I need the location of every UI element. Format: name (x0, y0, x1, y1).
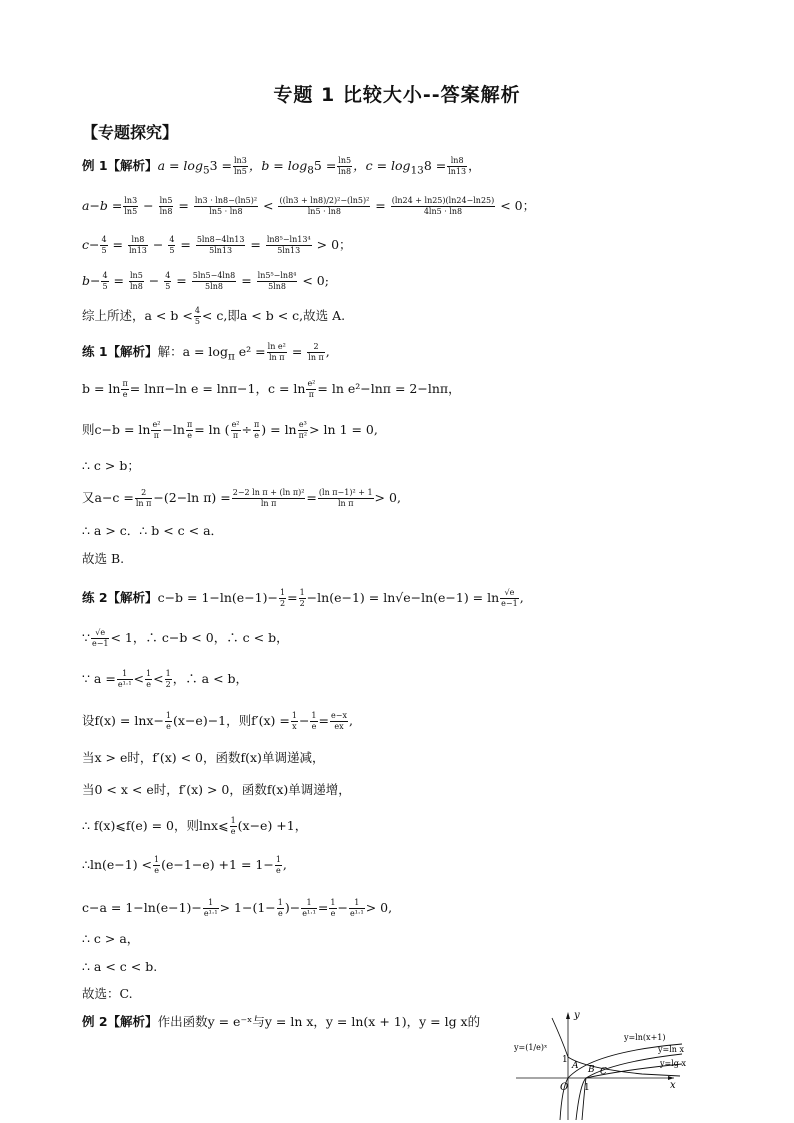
pr2-line-7: ∴ f(x)⩽f(e) = 0，则lnx⩽ $\frac{1}{e}$ (x−e) +1， (82, 816, 308, 836)
fraction: $\frac{\text{((ln3 + ln8)/2)²−(ln5)²}}{\ln 5 \cdot \ln 8}$ (279, 196, 370, 216)
fraction: $\frac{1}{2}$ (165, 669, 171, 689)
pr2-line-1: 练 2【解析】c−b = 1−ln(e−1)− $\frac{1}{2}$ = $\frac{1}{2}$ −ln(e−1) = ln√e−ln(e−1) = ln $\frac{√e}{e-1}$ , (82, 588, 524, 608)
pr2-line-8: ∴ln(e−1) < $\frac{1}{e}$ (e−1−e) +1 = 1− $\frac{1}{e}$ , (82, 855, 287, 875)
x-axis-label: x (670, 1080, 676, 1091)
fraction: $\frac{1}{e}$ (146, 669, 152, 689)
fraction: $\frac{1}{2}$ (280, 588, 286, 608)
fraction: $\frac{\text{e³}}{\text{π²}}$ (298, 420, 308, 440)
fraction: $\frac{\ln 5}{\ln 8}$ (338, 156, 352, 176)
label-ln-x-plus-1: y=ln(x+1) (624, 1033, 666, 1042)
fraction: $\frac{(\ln 24 + \ln 25)(\ln 24-\ln 25)}{4\ln 5 \cdot \ln 8}$ (391, 196, 495, 216)
fraction: $\frac{\text{ln5⁵−ln8⁴}}{5\ln 8}$ (257, 271, 297, 291)
ex1-line-3: c− $\frac{4}{5}$ = $\frac{\ln 8}{\ln 13}$ − $\frac{4}{5}$ = $\frac{5\ln 8-4\ln 13}{5\ln 13}$ = $\frac{\text{ln8⁵−ln13⁴}}{5\ln 13}$ > 0； (82, 235, 352, 255)
fraction: $\frac{\ln 5}{\ln 8}$ (130, 271, 143, 291)
pr2-line-5: 当x > e时，f′(x) < 0，函数f(x)单调递减， (82, 750, 325, 765)
fraction: $\frac{5\ln 5-4\ln 8}{5\ln 8}$ (192, 271, 236, 291)
y-one-label: 1 (562, 1055, 568, 1065)
fraction: $\frac{1}{e}$ (330, 898, 336, 918)
fraction: $\frac{1}{e}$ (277, 898, 283, 918)
pr1-label: 练 1【解析】 (82, 344, 158, 359)
pr2-line-10: ∴ c > a， (82, 931, 140, 946)
page-title: 专题 1 比较大小--答案解析 (273, 84, 521, 106)
fraction: $\frac{\text{ln3 · ln8−(ln5)²}}{\ln 5 \cdot \ln 8}$ (194, 196, 258, 216)
ex1-line-2: a−b = $\frac{\ln 3}{\ln 5}$ − $\frac{\ln 5}{\ln 8}$ = $\frac{\text{ln3 · ln8−(ln5)²}}{\ln 5 \cdot \ln 8}$ < $\frac{\text{((ln3 + ln8)/2)²−(ln5)²}}{\ln 5 \cdot \ln 8}$ = $\frac{(\ln 24 + \ln 25)(\ln 24-\ln 25)}{4\ln 5 \cdot \ln 8}$ < 0； (82, 196, 536, 216)
ex1-conclusion: 综上所述，a < b < $\frac{4}{5}$ < c,即a < b < c,故选 A. (82, 306, 346, 326)
fraction: $\frac{√e}{e-1}$ (501, 588, 518, 608)
pr1-line-6: ∴ a > c．∴ b < c < a． (82, 523, 224, 538)
ex1-label: 例 1【解析】 (82, 158, 158, 173)
pr1-line-4: ∴ c > b； (82, 458, 140, 473)
pr1-line-1: 练 1【解析】解：$a = \log_\pi e^2$ = $\frac{\text{ln e²}}{\text{ln π}}$ = $\frac{2}{\text{ln π}}$ , (82, 342, 330, 363)
pr2-line-12: 故选：C. (82, 986, 133, 1001)
label-exp: y=(1/e)ˣ (514, 1043, 548, 1052)
point-c-label: C (600, 1067, 607, 1077)
fraction: $\frac{e-x}{ex}$ (331, 711, 347, 731)
pr1-line-2: b = ln $\frac{\pi}{e}$ = lnπ−ln e = lnπ−1，c = ln $\frac{\text{e²}}{\pi}$ = ln e²−lnπ = 2−lnπ， (82, 379, 461, 399)
ex1-line-1: 例 1【解析】$a = \log_53$ = $\frac{\ln 3}{\ln 5}$ ，$b = \log_85$ = $\frac{\ln 5}{\ln 8}$ ，$c = \log_{13}8$ = $\frac{\ln 8}{\ln 13}$ ， (82, 156, 481, 177)
pr2-line-4: 设f(x) = lnx− $\frac{1}{e}$ (x−e)−1，则f′(x) = $\frac{1}{x}$ − $\frac{1}{e}$ = $\frac{e-x}{ex}$ , (82, 711, 353, 731)
pr1-line-5: 又a−c = $\frac{2}{\text{ln π}}$ −(2−ln π) = $\frac{\text{2−2 ln π + (ln π)²}}{\text{ln π}}$ = $\frac{\text{(ln π−1)² + 1}}{\text{ln π}}$ > 0, (82, 488, 401, 508)
fraction: $\frac{2}{\text{ln π}}$ (308, 342, 324, 362)
fraction: $\frac{\pi}{e}$ (186, 420, 193, 440)
pr2-line-2: ∵ $\frac{√e}{e-1}$ < 1，∴ c−b < 0，∴ c < b， (82, 628, 289, 648)
fraction: $\frac{1}{e}$ (165, 711, 172, 731)
fraction: $\frac{\text{e²}}{\pi}$ (307, 379, 316, 399)
fraction: $\frac{\pi}{e}$ (122, 379, 128, 399)
fraction: $\frac{\text{ln8⁵−ln13⁴}}{5\ln 13}$ (266, 235, 311, 255)
ex1-line-4: b− $\frac{4}{5}$ = $\frac{\ln 5}{\ln 8}$ − $\frac{4}{5}$ = $\frac{5\ln 5-4\ln 8}{5\ln 8}$ = $\frac{\text{ln5⁵−ln8⁴}}{5\ln 8}$ < 0; (82, 271, 329, 291)
x-one-label: 1 (584, 1083, 590, 1093)
y-axis-arrow (566, 1012, 570, 1019)
point-b-label: B (588, 1065, 595, 1075)
fraction: $\frac{1}{\text{e¹·¹}}$ (349, 898, 364, 918)
fraction: $\frac{4}{5}$ (169, 235, 175, 255)
y-axis-label: y (574, 1010, 580, 1021)
label-lg-x: y=lg x (660, 1059, 686, 1068)
fraction: $\frac{4}{5}$ (165, 271, 171, 291)
fraction: $\frac{4}{5}$ (194, 306, 200, 326)
fraction: $\frac{\ln 3}{\ln 5}$ (234, 156, 247, 176)
label-ln-x: y=ln x (658, 1045, 684, 1054)
fraction: $\frac{1}{e}$ (154, 855, 160, 875)
curve-ln-x-plus-1 (560, 1044, 682, 1120)
fraction: $\frac{1}{2}$ (299, 588, 305, 608)
fraction: $\frac{\ln 5}{\ln 8}$ (159, 196, 173, 216)
fraction: $\frac{1}{\text{e¹·¹}}$ (203, 898, 218, 918)
point-a-label: A (572, 1061, 579, 1071)
pr2-line-6: 当0 < x < e时，f′(x) > 0，函数f(x)单调递增， (82, 782, 351, 797)
pr1-line-3: 则c−b = ln $\frac{\text{e²}}{\pi}$ −ln $\frac{\pi}{e}$ = ln ( $\frac{\text{e²}}{\pi}$ ÷ $\frac{\pi}{e}$ ) = ln $\frac{\text{e³}}{\text{π²}}$ > ln 1 = 0, (82, 420, 378, 440)
pr2-line-9: c−a = 1−ln(e−1)− $\frac{1}{\text{e¹·¹}}$ > 1−(1− $\frac{1}{e}$ )− $\frac{1}{\text{e¹·¹}}$ = $\frac{1}{e}$ − $\frac{1}{\text{e¹·¹}}$ > 0, (82, 898, 393, 918)
function-graph (512, 1010, 702, 1122)
ex2-line-1: 例 2【解析】作出函数y = e⁻ˣ与y = ln x，y = ln(x + 1)，y = lg x的 (82, 1014, 481, 1029)
fraction: $\frac{\ln 8}{\ln 13}$ (129, 235, 147, 255)
pr2-label: 练 2【解析】 (82, 590, 158, 605)
fraction: $\frac{√e}{e-1}$ (91, 628, 109, 648)
fraction: $\frac{\text{(ln π−1)² + 1}}{\text{ln π}}$ (318, 488, 373, 508)
pr1-line-7: 故选 B. (82, 551, 125, 566)
fraction: $\frac{4}{5}$ (101, 235, 107, 255)
pr2-line-3: ∵ a = $\frac{1}{\text{e¹·¹}}$ < $\frac{1}{e}$ < $\frac{1}{2}$ ，∴ a < b， (82, 669, 249, 689)
fraction: $\frac{5\ln 8-4\ln 13}{5\ln 13}$ (196, 235, 245, 255)
fraction: $\frac{1}{e}$ (275, 855, 281, 875)
fraction: $\frac{4}{5}$ (102, 271, 108, 291)
ex2-label: 例 2【解析】 (82, 1014, 158, 1029)
fraction: $\frac{\ln 3}{\ln 5}$ (124, 196, 138, 216)
fraction: $\frac{2}{\text{ln π}}$ (135, 488, 152, 508)
fraction: $\frac{1}{\text{e¹·¹}}$ (302, 898, 316, 918)
fraction: $\frac{\text{ln e²}}{\text{ln π}}$ (267, 342, 286, 362)
fraction: $\frac{\text{e²}}{\pi}$ (152, 420, 161, 440)
fraction: $\frac{\ln 8}{\ln 13}$ (448, 156, 467, 176)
fraction: $\frac{1}{x}$ (291, 711, 297, 731)
origin-label: O (560, 1082, 569, 1093)
fraction: $\frac{\text{2−2 ln π + (ln π)²}}{\text{ln π}}$ (232, 488, 305, 508)
fraction: $\frac{1}{\text{e¹·¹}}$ (117, 669, 132, 689)
fraction: $\frac{1}{e}$ (311, 711, 317, 731)
fraction: $\frac{\text{e²}}{\pi}$ (231, 420, 240, 440)
fraction: $\frac{\pi}{e}$ (254, 420, 260, 440)
pr2-line-11: ∴ a < c < b. (82, 959, 158, 974)
section-heading: 【专题探究】 (82, 123, 179, 142)
fraction: $\frac{1}{e}$ (230, 816, 236, 836)
